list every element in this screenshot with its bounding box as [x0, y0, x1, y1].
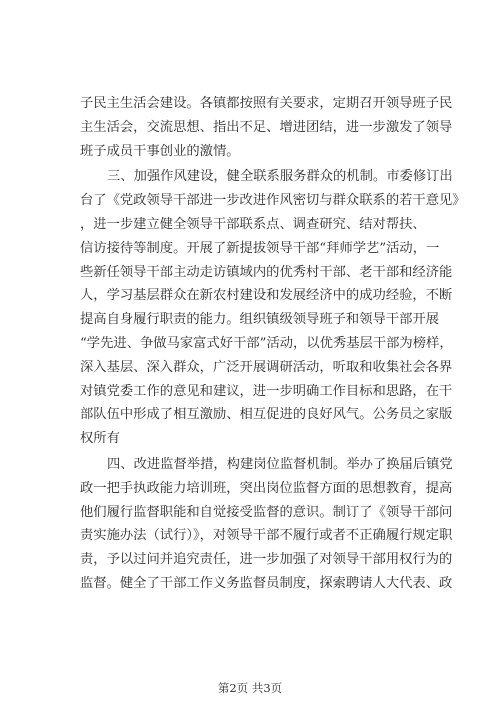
text-line: ，进一步建立健全领导干部联系点、调查研究、结对帮扶、: [80, 216, 426, 232]
text-line: 子民主生活会建设。各镇都按照有关要求，定期召开领导班子民: [80, 96, 453, 111]
text-line: 权所有: [80, 431, 120, 447]
text-line: 人，学习基层群众在新农村建设和发展经济中的成功经验，不断: [80, 288, 453, 304]
text-line: “学先进、争做马家富式好干部”活动，以优秀基层干部为榜样，: [80, 335, 453, 351]
text-line: 信访接待等制度。开展了新提拔领导干部“拜师学艺”活动，一: [80, 240, 440, 256]
body-text: [80, 92, 466, 596]
text-line: 对镇党委工作的意见和建议，进一步明确工作目标和思路，在干: [80, 383, 453, 399]
text-line: 深入基层、深入群众，广泛开展调研活动，听取和收集社会各界: [80, 359, 453, 375]
page-number-footer: 第2页 共3页: [217, 681, 283, 695]
text-line: 部队伍中形成了相互激励、相互促进的良好风气。公务员之家版: [80, 407, 453, 423]
text-line: 他们履行监督职能和自觉接受监督的意识。制订了《领导干部问: [80, 504, 453, 520]
text-line: 班子成员干事创业的激情。: [80, 143, 240, 159]
paragraph-start-line: 三、加强作风建设，健全联系服务群众的机制。市委修订出: [107, 169, 453, 185]
text-line: 责实施办法（试行）》，对领导干部不履行或者不正确履行规定职: [80, 528, 453, 544]
text-line: 主生活会，交流思想、指出不足、增进团结，进一步激发了领导: [80, 119, 453, 135]
text-line: 监督。健全了干部工作义务监督员制度，探索聘请人大代表、政: [80, 575, 453, 591]
text-line: 些新任领导干部主动走访镇域内的优秀村干部、老干部和经济能: [80, 264, 453, 280]
text-line: 提高自身履行职责的能力。组织镇级领导班子和领导干部开展: [80, 312, 440, 328]
text-line: 政一把手执政能力培训班，突出岗位监督方面的思想教育，提高: [80, 480, 453, 496]
text-line: 责，予以过问并追究责任，进一步加强了对领导干部用权行为的: [80, 552, 453, 568]
text-line: 台了《党政领导干部进一步改进作风密切与群众联系的若干意见》: [80, 193, 466, 209]
paragraph-start-line: 四、改进监督举措，构建岗位监督机制。举办了换届后镇党: [107, 456, 453, 472]
